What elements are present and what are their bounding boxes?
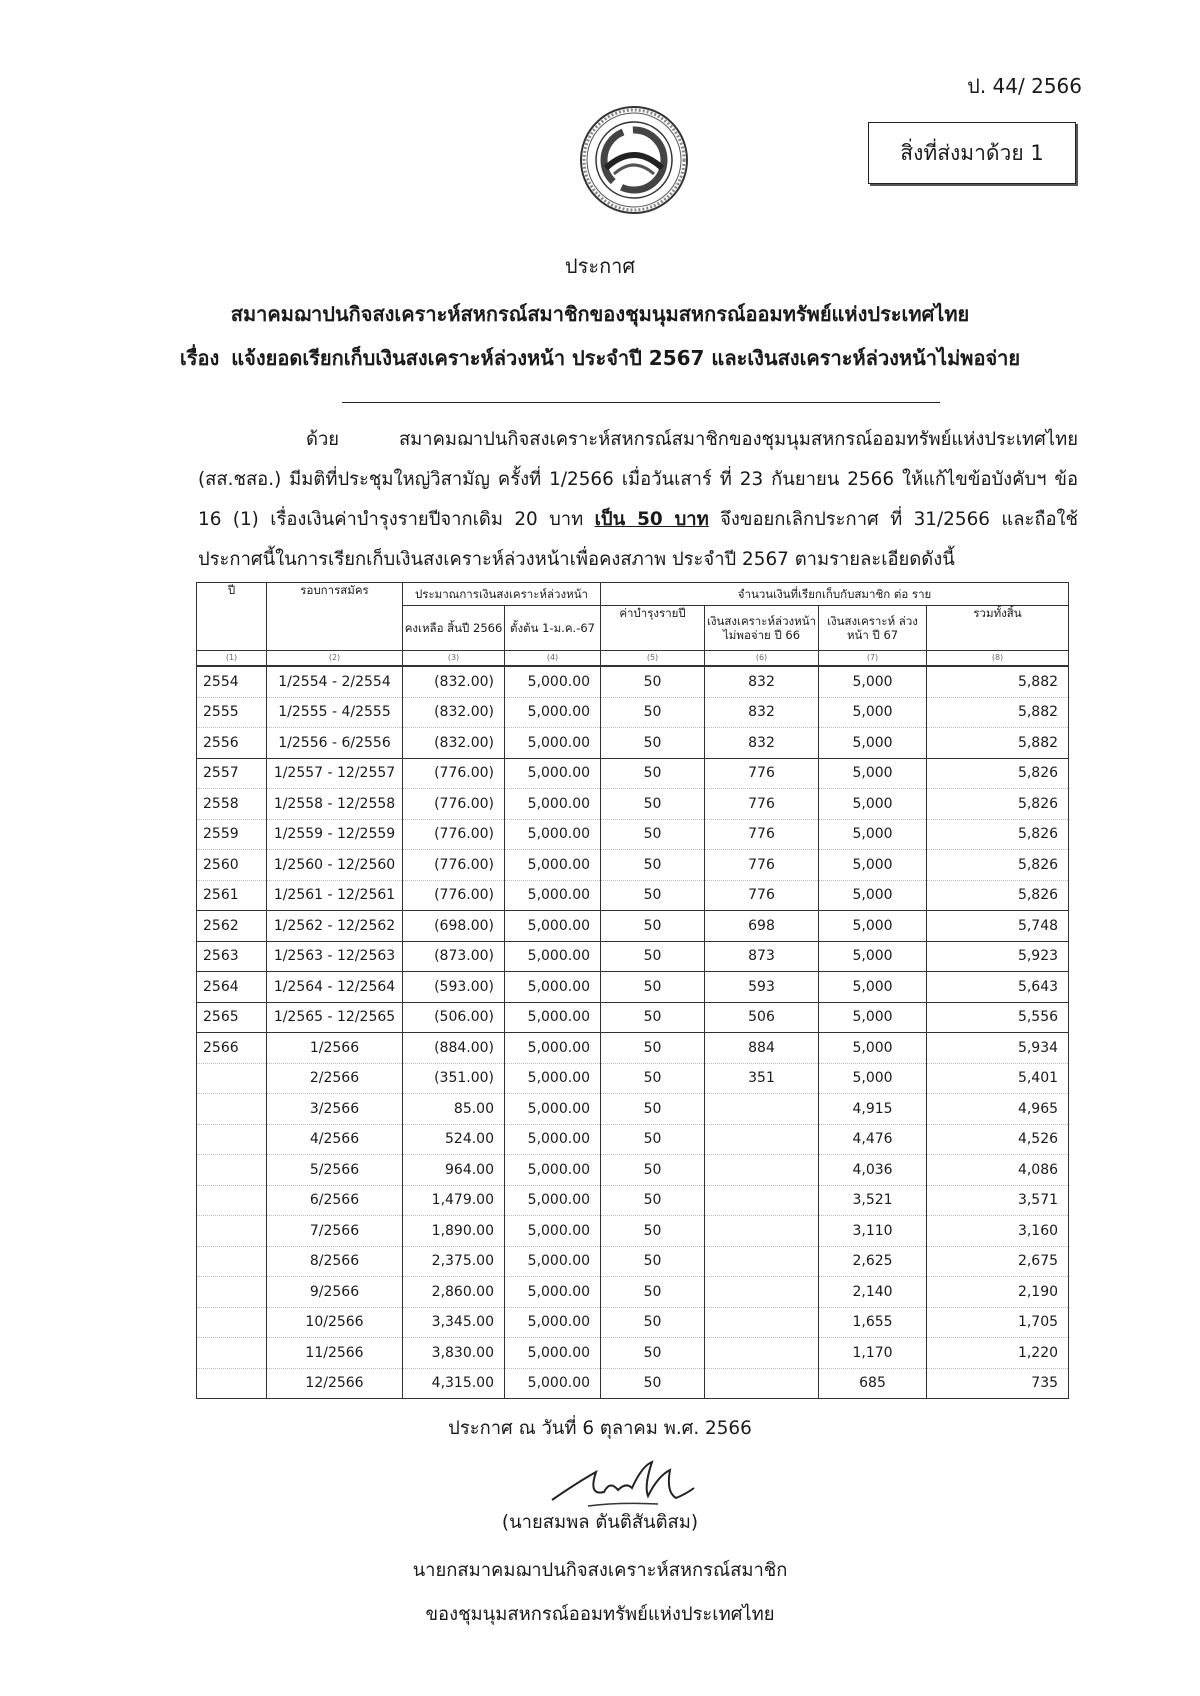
year-cell <box>197 1063 267 1094</box>
year-cell: 2565 <box>197 1002 267 1033</box>
table-row <box>197 972 1069 1003</box>
header-set-amount: ตั้งต้น 1-ม.ค.-67 <box>505 606 601 651</box>
balance-cell: 964.00 <box>403 1155 505 1186</box>
balance-cell: (873.00) <box>403 941 505 972</box>
annual-fee-cell: 50 <box>601 911 705 942</box>
header-shortfall: เงินสงเคราะห์ล่วงหน้า ไม่พอจ่าย ปี 66 <box>705 606 819 651</box>
total-cell: 4,526 <box>927 1124 1069 1155</box>
year-cell: 2557 <box>197 758 267 789</box>
period-cell: 1/2563 - 12/2563 <box>267 941 403 972</box>
annual-fee-cell: 50 <box>601 1185 705 1216</box>
total-cell: 3,160 <box>927 1216 1069 1247</box>
annual-fee-cell: 50 <box>601 850 705 881</box>
total-cell: 5,826 <box>927 880 1069 911</box>
year-cell <box>197 1277 267 1308</box>
set-amount-cell: 5,000.00 <box>505 789 601 820</box>
total-cell: 5,934 <box>927 1033 1069 1064</box>
advance-cell: 3,110 <box>819 1216 927 1247</box>
announcement-date: ประกาศ ณ วันที่ 6 ตุลาคม พ.ศ. 2566 <box>448 1418 752 1439</box>
table-row <box>197 1338 1069 1369</box>
set-amount-cell: 5,000.00 <box>505 697 601 728</box>
shortfall-cell <box>705 1246 819 1277</box>
advance-cell: 2,625 <box>819 1246 927 1277</box>
organization-name: สมาคมฌาปนกิจสงเคราะห์สหกรณ์สมาชิกของชุมนุมสหกรณ์ออมทรัพย์แห่งประเทศไทย <box>230 302 970 326</box>
column-index: (1) <box>197 651 267 667</box>
year-cell: 2554 <box>197 666 267 697</box>
shortfall-cell <box>705 1307 819 1338</box>
table-row <box>197 666 1069 697</box>
total-cell: 5,401 <box>927 1063 1069 1094</box>
advance-cell: 5,000 <box>819 911 927 942</box>
attachment-label: สิ่งที่ส่งมาด้วย 1 <box>900 140 1044 165</box>
balance-cell: 1,890.00 <box>403 1216 505 1247</box>
set-amount-cell: 5,000.00 <box>505 1033 601 1064</box>
total-cell: 5,882 <box>927 697 1069 728</box>
annual-fee-cell: 50 <box>601 819 705 850</box>
total-cell: 5,826 <box>927 789 1069 820</box>
table-row <box>197 819 1069 850</box>
shortfall-cell: 832 <box>705 728 819 759</box>
advance-cell: 2,140 <box>819 1277 927 1308</box>
total-cell: 5,882 <box>927 728 1069 759</box>
table-row <box>197 880 1069 911</box>
total-cell: 5,826 <box>927 758 1069 789</box>
period-cell: 1/2559 - 12/2559 <box>267 819 403 850</box>
annual-fee-cell: 50 <box>601 1307 705 1338</box>
balance-cell: (351.00) <box>403 1063 505 1094</box>
period-cell: 1/2564 - 12/2564 <box>267 972 403 1003</box>
column-index: (2) <box>267 651 403 667</box>
total-cell: 3,571 <box>927 1185 1069 1216</box>
shortfall-cell: 832 <box>705 666 819 697</box>
shortfall-cell: 506 <box>705 1002 819 1033</box>
table-row <box>197 1368 1069 1399</box>
set-amount-cell: 5,000.00 <box>505 1246 601 1277</box>
balance-cell: (832.00) <box>403 697 505 728</box>
annual-fee-cell: 50 <box>601 728 705 759</box>
annual-fee-cell: 50 <box>601 697 705 728</box>
total-cell: 4,086 <box>927 1155 1069 1186</box>
shortfall-cell <box>705 1124 819 1155</box>
body-part1: ด้วย สมาคมฌาปนกิจสงเคราะห์สหกรณ์สมาชิกของชุมนุมสหกรณ์ออมทรัพย์แห่งประเทศไทย (สส.ชสอ.) มีมติที่ประชุมใหญ่วิสามัญ ครั้งที่ 1/2566 เมื่อวันเสาร์ ที่ 23 กันยายน 2566 ให้แก้ไขข้อบังคับฯ ข้อ 16 (1) เรื่องเงินค่าบำรุงรายปีจากเดิม 20 บาท <box>198 429 1078 530</box>
shortfall-cell <box>705 1368 819 1399</box>
subject-text: แจ้งยอดเรียกเก็บเงินสงเคราะห์ล่วงหน้า ประจำปี 2567 และเงินสงเคราะห์ล่วงหน้าไม่พอจ่าย <box>231 346 1021 370</box>
total-cell: 1,705 <box>927 1307 1069 1338</box>
advance-cell: 4,915 <box>819 1094 927 1125</box>
shortfall-cell: 832 <box>705 697 819 728</box>
advance-cell: 5,000 <box>819 880 927 911</box>
header-charge-group: จำนวนเงินที่เรียกเก็บกับสมาชิก ต่อ ราย <box>601 583 1069 606</box>
balance-cell: 85.00 <box>403 1094 505 1125</box>
year-cell: 2561 <box>197 880 267 911</box>
period-cell: 4/2566 <box>267 1124 403 1155</box>
total-cell: 5,826 <box>927 850 1069 881</box>
shortfall-cell: 873 <box>705 941 819 972</box>
period-cell: 9/2566 <box>267 1277 403 1308</box>
advance-cell: 5,000 <box>819 728 927 759</box>
shortfall-cell: 776 <box>705 819 819 850</box>
column-index: (5) <box>601 651 705 667</box>
balance-cell: (884.00) <box>403 1033 505 1064</box>
set-amount-cell: 5,000.00 <box>505 1002 601 1033</box>
year-cell <box>197 1338 267 1369</box>
announcement-kind: ประกาศ <box>564 254 636 278</box>
set-amount-cell: 5,000.00 <box>505 1124 601 1155</box>
annual-fee-cell: 50 <box>601 1002 705 1033</box>
shortfall-cell <box>705 1155 819 1186</box>
set-amount-cell: 5,000.00 <box>505 1368 601 1399</box>
advance-cell: 5,000 <box>819 1002 927 1033</box>
year-cell <box>197 1094 267 1125</box>
set-amount-cell: 5,000.00 <box>505 1338 601 1369</box>
annual-fee-cell: 50 <box>601 1094 705 1125</box>
table-row <box>197 941 1069 972</box>
period-cell: 7/2566 <box>267 1216 403 1247</box>
balance-cell: (593.00) <box>403 972 505 1003</box>
association-seal-icon <box>578 104 690 216</box>
year-cell: 2556 <box>197 728 267 759</box>
column-index: (3) <box>403 651 505 667</box>
set-amount-cell: 5,000.00 <box>505 758 601 789</box>
year-cell <box>197 1307 267 1338</box>
column-index: (8) <box>927 651 1069 667</box>
set-amount-cell: 5,000.00 <box>505 728 601 759</box>
shortfall-cell <box>705 1338 819 1369</box>
header-year: ปี <box>197 583 267 651</box>
set-amount-cell: 5,000.00 <box>505 880 601 911</box>
advance-cell: 4,476 <box>819 1124 927 1155</box>
period-cell: 1/2562 - 12/2562 <box>267 911 403 942</box>
period-cell: 1/2565 - 12/2565 <box>267 1002 403 1033</box>
period-cell: 8/2566 <box>267 1246 403 1277</box>
annual-fee-cell: 50 <box>601 1277 705 1308</box>
total-cell: 5,748 <box>927 911 1069 942</box>
table-row <box>197 1002 1069 1033</box>
set-amount-cell: 5,000.00 <box>505 1307 601 1338</box>
balance-cell: (776.00) <box>403 789 505 820</box>
table-row <box>197 1216 1069 1247</box>
table-row <box>197 1307 1069 1338</box>
total-cell: 5,826 <box>927 819 1069 850</box>
set-amount-cell: 5,000.00 <box>505 1185 601 1216</box>
balance-cell: 3,345.00 <box>403 1307 505 1338</box>
period-cell: 3/2566 <box>267 1094 403 1125</box>
year-cell <box>197 1124 267 1155</box>
table-row <box>197 1094 1069 1125</box>
signer-name: (นายสมพล ตันติสันติสม) <box>501 1512 699 1533</box>
advance-cell: 5,000 <box>819 1063 927 1094</box>
table-row <box>197 1155 1069 1186</box>
period-cell: 11/2566 <box>267 1338 403 1369</box>
balance-cell: 3,830.00 <box>403 1338 505 1369</box>
subject-label: เรื่อง <box>179 346 220 370</box>
shortfall-cell: 593 <box>705 972 819 1003</box>
table-row <box>197 697 1069 728</box>
balance-cell: (506.00) <box>403 1002 505 1033</box>
total-cell: 5,923 <box>927 941 1069 972</box>
balance-cell: 2,375.00 <box>403 1246 505 1277</box>
balance-cell: 1,479.00 <box>403 1185 505 1216</box>
advance-cell: 1,655 <box>819 1307 927 1338</box>
balance-cell: (776.00) <box>403 850 505 881</box>
balance-cell: 524.00 <box>403 1124 505 1155</box>
year-cell: 2559 <box>197 819 267 850</box>
advance-cell: 5,000 <box>819 972 927 1003</box>
shortfall-cell: 884 <box>705 1033 819 1064</box>
handwritten-signature-icon <box>548 1452 698 1512</box>
balance-cell: (776.00) <box>403 880 505 911</box>
set-amount-cell: 5,000.00 <box>505 666 601 697</box>
annual-fee-cell: 50 <box>601 1216 705 1247</box>
total-cell: 5,556 <box>927 1002 1069 1033</box>
year-cell: 2566 <box>197 1033 267 1064</box>
total-cell: 5,643 <box>927 972 1069 1003</box>
table-row <box>197 789 1069 820</box>
announcement-subject <box>0 342 1200 374</box>
header-advance: เงินสงเคราะห์ ล่วงหน้า ปี 67 <box>819 606 927 651</box>
header-estimate-group: ประมาณการเงินสงเคราะห์ล่วงหน้า <box>403 583 601 606</box>
table-row <box>197 1185 1069 1216</box>
period-cell: 1/2556 - 6/2556 <box>267 728 403 759</box>
total-cell: 4,965 <box>927 1094 1069 1125</box>
column-index: (7) <box>819 651 927 667</box>
column-index: (6) <box>705 651 819 667</box>
balance-cell: (776.00) <box>403 758 505 789</box>
set-amount-cell: 5,000.00 <box>505 1277 601 1308</box>
shortfall-cell <box>705 1277 819 1308</box>
header-period: รอบการสมัคร <box>267 583 403 651</box>
advance-cell: 5,000 <box>819 819 927 850</box>
set-amount-cell: 5,000.00 <box>505 1063 601 1094</box>
advance-cell: 5,000 <box>819 697 927 728</box>
set-amount-cell: 5,000.00 <box>505 911 601 942</box>
advance-cell: 1,170 <box>819 1338 927 1369</box>
table-row <box>197 1246 1069 1277</box>
table-row <box>197 1063 1069 1094</box>
body-emphasis: เป็น 50 บาท <box>594 509 709 530</box>
year-cell: 2562 <box>197 911 267 942</box>
period-cell: 1/2555 - 4/2555 <box>267 697 403 728</box>
annual-fee-cell: 50 <box>601 972 705 1003</box>
column-index: (4) <box>505 651 601 667</box>
table-row <box>197 758 1069 789</box>
balance-cell: (832.00) <box>403 666 505 697</box>
shortfall-cell: 776 <box>705 758 819 789</box>
shortfall-cell: 776 <box>705 789 819 820</box>
total-cell: 5,882 <box>927 666 1069 697</box>
balance-cell: (698.00) <box>403 911 505 942</box>
total-cell: 2,190 <box>927 1277 1069 1308</box>
annual-fee-cell: 50 <box>601 1338 705 1369</box>
set-amount-cell: 5,000.00 <box>505 941 601 972</box>
year-cell <box>197 1246 267 1277</box>
header-balance: คงเหลือ สิ้นปี 2566 <box>403 606 505 651</box>
shortfall-cell <box>705 1216 819 1247</box>
year-cell <box>197 1155 267 1186</box>
total-cell: 735 <box>927 1368 1069 1399</box>
period-cell: 5/2566 <box>267 1155 403 1186</box>
annual-fee-cell: 50 <box>601 789 705 820</box>
advance-cell: 5,000 <box>819 1033 927 1064</box>
annual-fee-cell: 50 <box>601 1063 705 1094</box>
year-cell: 2558 <box>197 789 267 820</box>
year-cell: 2563 <box>197 941 267 972</box>
body-paragraph <box>198 420 1078 580</box>
table-row <box>197 1277 1069 1308</box>
balance-cell: (832.00) <box>403 728 505 759</box>
balance-cell: 2,860.00 <box>403 1277 505 1308</box>
shortfall-cell: 776 <box>705 850 819 881</box>
period-cell: 1/2566 <box>267 1033 403 1064</box>
advance-cell: 5,000 <box>819 789 927 820</box>
shortfall-cell <box>705 1185 819 1216</box>
shortfall-cell: 776 <box>705 880 819 911</box>
annual-fee-cell: 50 <box>601 758 705 789</box>
set-amount-cell: 5,000.00 <box>505 1094 601 1125</box>
table-row <box>197 911 1069 942</box>
period-cell: 2/2566 <box>267 1063 403 1094</box>
year-cell <box>197 1368 267 1399</box>
period-cell: 1/2557 - 12/2557 <box>267 758 403 789</box>
annual-fee-cell: 50 <box>601 1368 705 1399</box>
advance-cell: 3,521 <box>819 1185 927 1216</box>
annual-fee-cell: 50 <box>601 1124 705 1155</box>
advance-cell: 4,036 <box>819 1155 927 1186</box>
signer-title-line2: ของชุมนุมสหกรณ์ออมทรัพย์แห่งประเทศไทย <box>425 1604 775 1625</box>
period-cell: 1/2560 - 12/2560 <box>267 850 403 881</box>
advance-cell: 685 <box>819 1368 927 1399</box>
table-row <box>197 1033 1069 1064</box>
annual-fee-cell: 50 <box>601 880 705 911</box>
document-number: ป. 44/ 2566 <box>967 74 1082 98</box>
annual-fee-cell: 50 <box>601 941 705 972</box>
annual-fee-cell: 50 <box>601 1155 705 1186</box>
shortfall-cell: 351 <box>705 1063 819 1094</box>
heading-divider <box>342 402 940 403</box>
table-row <box>197 1124 1069 1155</box>
set-amount-cell: 5,000.00 <box>505 850 601 881</box>
signer-title-line1: นายกสมาคมฌาปนกิจสงเคราะห์สหกรณ์สมาชิก <box>412 1560 788 1581</box>
period-cell: 12/2566 <box>267 1368 403 1399</box>
period-cell: 1/2558 - 12/2558 <box>267 789 403 820</box>
table-row <box>197 850 1069 881</box>
annual-fee-cell: 50 <box>601 1246 705 1277</box>
set-amount-cell: 5,000.00 <box>505 1216 601 1247</box>
advance-cell: 5,000 <box>819 758 927 789</box>
year-cell <box>197 1216 267 1247</box>
period-cell: 1/2554 - 2/2554 <box>267 666 403 697</box>
table-row <box>197 728 1069 759</box>
total-cell: 1,220 <box>927 1338 1069 1369</box>
year-cell <box>197 1185 267 1216</box>
annual-fee-cell: 50 <box>601 666 705 697</box>
body-part2: จึงขอยกเลิกประกาศ ที่ 31/2566 และถือใช้ประกาศนี้ในการเรียกเก็บเงินสงเคราะห์ล่วงหน้าเพื่อคงสภาพ ประจำปี 2567 ตามรายละเอียดดังนี้ <box>198 509 1078 570</box>
year-cell: 2560 <box>197 850 267 881</box>
total-cell: 2,675 <box>927 1246 1069 1277</box>
period-cell: 1/2561 - 12/2561 <box>267 880 403 911</box>
fee-table <box>196 582 1069 1399</box>
year-cell: 2564 <box>197 972 267 1003</box>
advance-cell: 5,000 <box>819 850 927 881</box>
shortfall-cell: 698 <box>705 911 819 942</box>
attachment-box <box>868 122 1076 184</box>
header-total: รวมทั้งสิ้น <box>927 606 1069 651</box>
balance-cell: (776.00) <box>403 819 505 850</box>
set-amount-cell: 5,000.00 <box>505 1155 601 1186</box>
header-annual-fee: ค่าบำรุงรายปี <box>601 606 705 651</box>
balance-cell: 4,315.00 <box>403 1368 505 1399</box>
period-cell: 6/2566 <box>267 1185 403 1216</box>
advance-cell: 5,000 <box>819 666 927 697</box>
annual-fee-cell: 50 <box>601 1033 705 1064</box>
advance-cell: 5,000 <box>819 941 927 972</box>
period-cell: 10/2566 <box>267 1307 403 1338</box>
shortfall-cell <box>705 1094 819 1125</box>
set-amount-cell: 5,000.00 <box>505 819 601 850</box>
set-amount-cell: 5,000.00 <box>505 972 601 1003</box>
year-cell: 2555 <box>197 697 267 728</box>
